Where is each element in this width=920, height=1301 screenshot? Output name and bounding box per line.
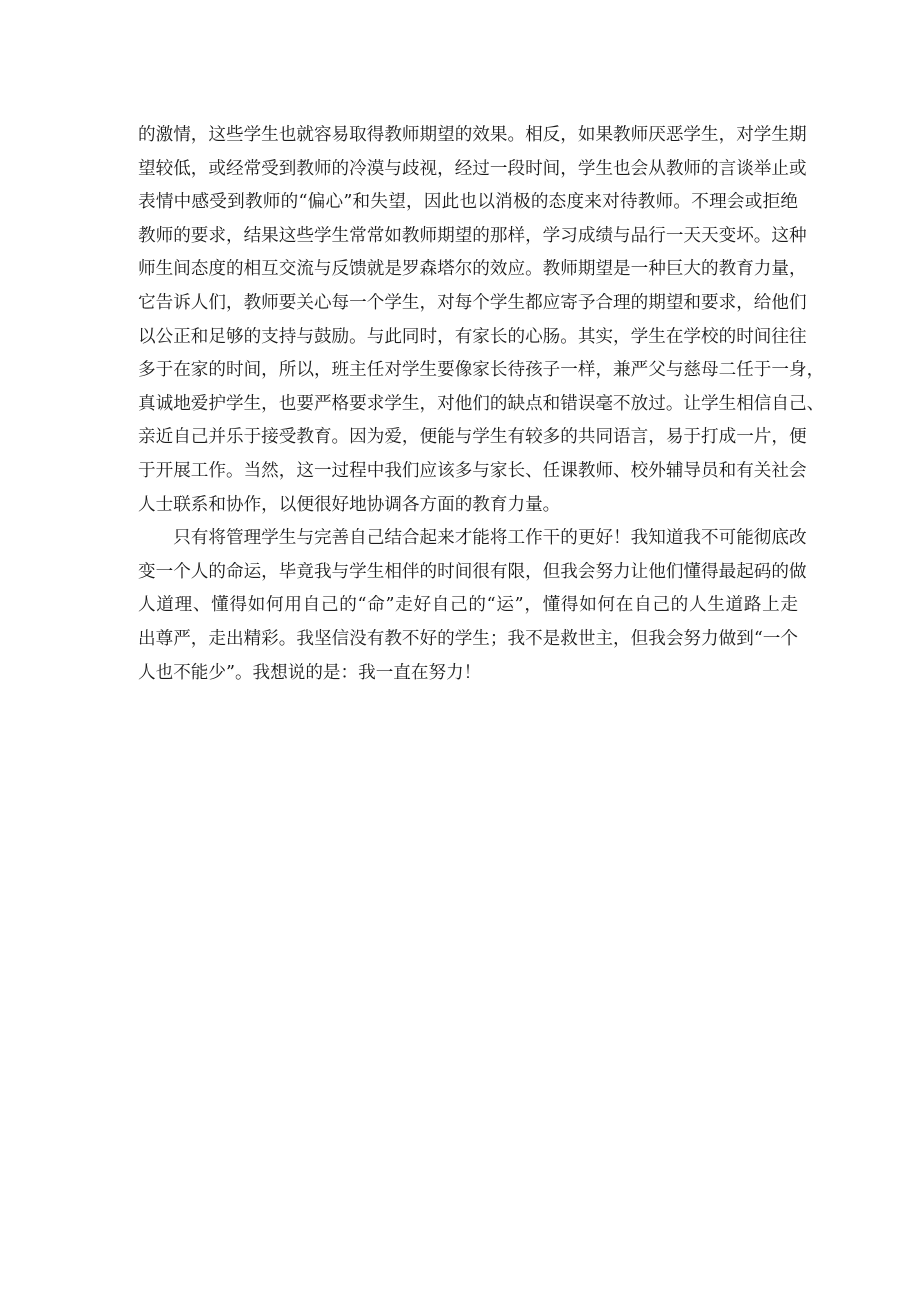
- paragraph-line: 师生间态度的相互交流与反馈就是罗森塔尔的效应。教师期望是一种巨大的教育力量，: [138, 259, 807, 280]
- paragraph-line: 人道理、懂得如何用自己的“命”走好自己的“运”，懂得如何在自己的人生道路上走: [138, 595, 798, 616]
- paragraph-1: [138, 119, 825, 522]
- paragraph-line: 多于在家的时间，所以，班主任对学生要像家长待孩子一样，兼严父与慈母二任于一身，: [138, 360, 825, 381]
- paragraph-2: [138, 522, 807, 690]
- paragraph-line: 于开展工作。当然，这一过程中我们应该多与家长、任课教师、校外辅导员和有关社会: [138, 460, 807, 481]
- paragraph-line: 只有将管理学生与完善自己结合起来才能将工作干的更好！我知道我不可能彻底改: [173, 528, 807, 549]
- paragraph-line: 真诚地爱护学生，也要严格要求学生，对他们的缺点和错误毫不放过。让学生相信自己、: [138, 393, 825, 414]
- paragraph-line: 望较低，或经常受到教师的冷漠与歧视，经过一段时间，学生也会从教师的言谈举止或: [138, 158, 807, 179]
- paragraph-line: 以公正和足够的支持与鼓励。与此同时，有家长的心肠。其实，学生在学校的时间往往: [138, 326, 807, 347]
- paragraph-line: 出尊严，走出精彩。我坚信没有教不好的学生；我不是救世主，但我会努力做到“一个: [138, 628, 798, 649]
- paragraph-line: 的激情，这些学生也就容易取得教师期望的效果。相反，如果教师厌恶学生，对学生期: [138, 125, 807, 145]
- paragraph-line: 人士联系和协作，以便很好地协调各方面的教育力量。: [138, 494, 561, 515]
- paragraph-line: 表情中感受到教师的“偏心”和失望，因此也以消极的态度来对待教师。不理会或拒绝: [138, 192, 798, 213]
- paragraph-line: 人也不能少”。我想说的是：我一直在努力！: [138, 662, 482, 683]
- paragraph-line: 亲近自己并乐于接受教育。因为爱，便能与学生有较多的共同语言，易于打成一片，便: [138, 427, 807, 448]
- paragraph-line: 教师的要求，结果这些学生常常如教师期望的那样，学习成绩与品行一天天变坏。这种: [138, 225, 807, 246]
- paragraph-line: 它告诉人们，教师要关心每一个学生，对每个学生都应寄予合理的期望和要求，给他们: [138, 292, 807, 313]
- document-body: [138, 119, 825, 690]
- paragraph-line: 变一个人的命运，毕竟我与学生相伴的时间很有限，但我会努力让他们懂得最起码的做: [138, 561, 807, 582]
